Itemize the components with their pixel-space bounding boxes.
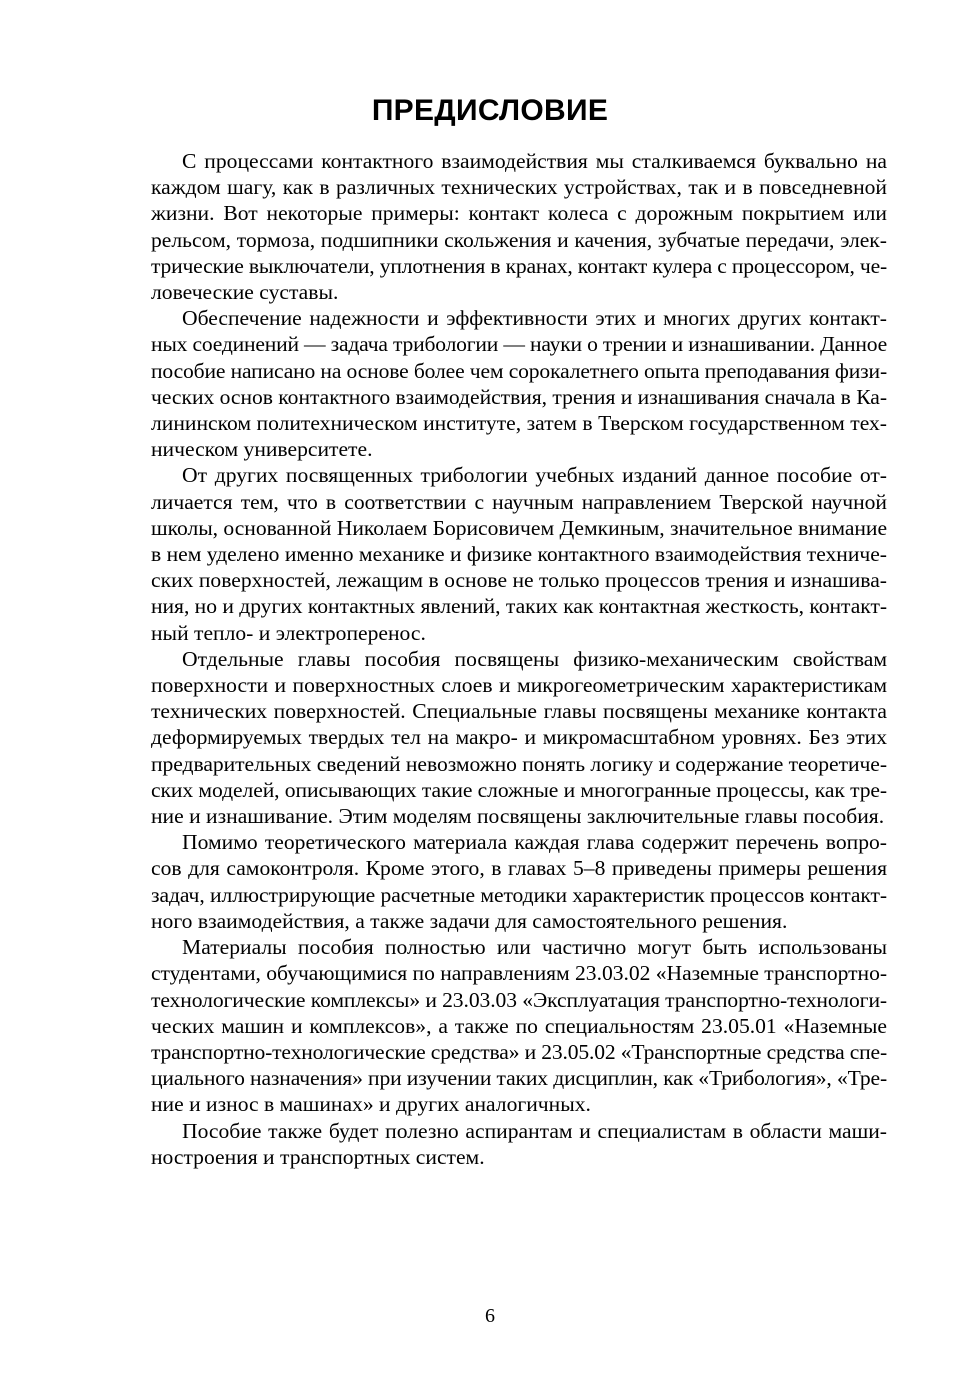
text-line: Обеспечение надежности и эффективности этих и многих других контакт- [182, 306, 887, 331]
text-line: ный тепло- и электроперенос. [151, 620, 426, 645]
text-line: Помимо теоретического материала каждая глава содержит перечень вопро- [182, 830, 887, 855]
text-line: в нем уделено именно механике и физике контактного взаимодействия техниче- [151, 542, 887, 567]
text-line: студентами, обучающимися по направлениям 23.03.02 «Наземные транспортно- [151, 961, 888, 986]
text-line: Отдельные главы пособия посвящены физико-механическим свойствам [182, 646, 887, 671]
text-line: ния, но и других контактных явлений, таких как контактная жесткость, контакт- [151, 594, 888, 619]
paragraph [121, 1118, 887, 1170]
text-line: лининском политехническом институте, затем в Тверском государственном тех- [151, 411, 887, 436]
text-line: циального назначения» при изучении таких дисциплин, как «Трибология», «Тре- [151, 1066, 887, 1091]
text-line: ние и износ в машинах» и других аналогичных. [151, 1092, 591, 1117]
text-line: рельсом, тормоза, подшипники скольжения и качения, зубчатые передачи, элек- [151, 227, 887, 252]
text-line: ние и изнашивание. Этим моделям посвящены заключительные главы пособия. [151, 804, 885, 829]
text-line: От других посвященных трибологии учебных изданий данное пособие от- [182, 463, 887, 488]
text-line: ских моделей, описывающих такие сложные и многогранные процессы, как тре- [151, 777, 888, 802]
text-line: Материалы пособия полностью или частично могут быть использованы [182, 935, 887, 960]
text-line: трические выключатели, уплотнения в кранах, контакт кулера с процессором, че- [151, 253, 887, 278]
text-line: поверхности и поверхностных слоев и микрогеометрическим характеристикам [151, 673, 887, 698]
paragraph [121, 646, 887, 829]
text-line: ных соединений — задача трибологии — науки о трении и изнашивании. Данное [151, 332, 888, 357]
text-line: ских поверхностей, лежащим в основе не только процессов трения и изнашива- [151, 568, 887, 593]
text-line: каждом шагу, как в различных технических устройствах, так и в повседневной [151, 175, 887, 200]
page-title: ПРЕДИСЛОВИЕ [371, 94, 609, 127]
text-line: ловеческие суставы. [151, 280, 339, 305]
text-line: деформируемых твердых тел на макро- и микромасштабном уровнях. Без этих [151, 725, 887, 750]
text-line: ностроения и транспортных систем. [151, 1144, 485, 1169]
text-line: пособие написано на основе более чем сорокалетнего опыта преподавания физи- [151, 358, 887, 383]
text-line: транспортно-технологические средства» и 23.05.02 «Транспортные средства спе- [151, 1039, 888, 1064]
text-line: предварительных сведений невозможно понять логику и содержание теоретиче- [151, 751, 887, 776]
text-line: ного взаимодействия, а также задачи для самостоятельного решения. [151, 908, 788, 933]
text-line: жизни. Вот некоторые примеры: контакт колеса с дорожным покрытием или [151, 201, 887, 226]
text-line: личается тем, что в соответствии с научным направлением Тверской научной [151, 489, 887, 514]
text-line: технологические комплексы» и 23.03.03 «Эксплуатация транспортно-технологи- [151, 987, 888, 1012]
page-number: 6 [485, 1305, 495, 1327]
text-line: ническом университете. [151, 437, 373, 462]
text-line: школы, основанной Николаем Борисовичем Демкиным, значительное внимание [151, 515, 887, 540]
preface-body [121, 148, 887, 1170]
text-line: ческих основ контактного взаимодействия, трения и изнашивания сначала в Ка- [151, 384, 888, 409]
paragraph [121, 934, 887, 1117]
paragraph [121, 148, 887, 305]
text-line: задач, иллюстрирующие расчетные методики характеристик процессов контакт- [151, 882, 888, 907]
text-line: Пособие также будет полезно аспирантам и специалистам в области маши- [182, 1118, 887, 1143]
text-line: С процессами контактного взаимодействия мы сталкиваемся буквально на [182, 149, 887, 173]
text-line: сов для самоконтроля. Кроме этого, в главах 5–8 приведены примеры решения [151, 856, 887, 881]
text-line: ческих машин и комплексов», а также по специальностям 23.05.01 «Наземные [151, 1013, 887, 1038]
paragraph [121, 829, 887, 934]
text-line: технических поверхностей. Специальные главы посвящены механике контакта [151, 699, 887, 724]
paragraph [121, 305, 887, 462]
paragraph [121, 462, 887, 645]
